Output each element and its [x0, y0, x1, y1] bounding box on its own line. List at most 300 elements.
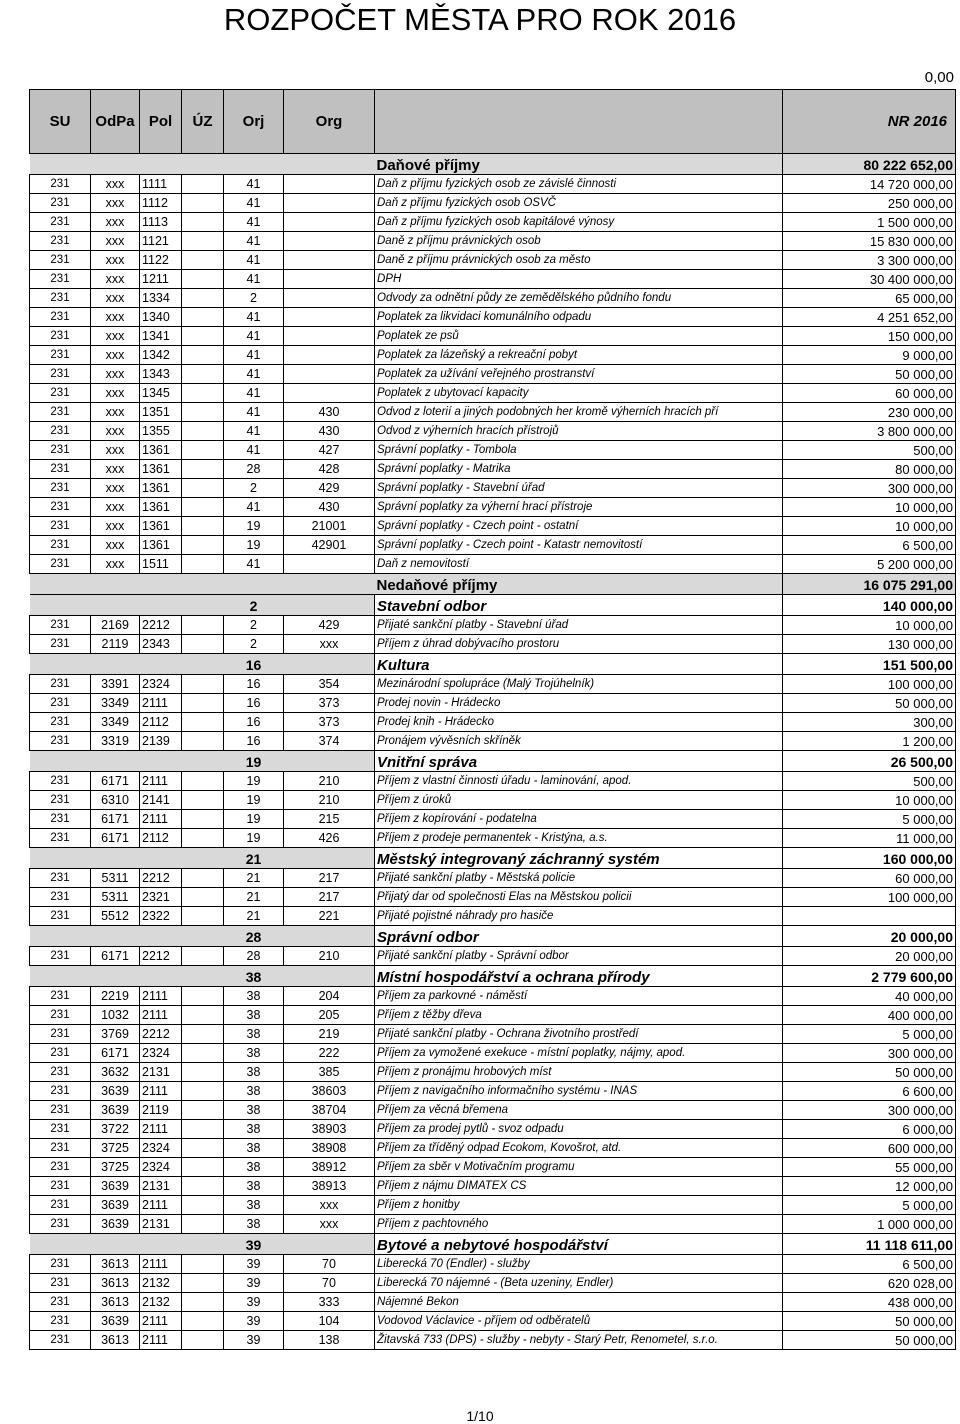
cell-odpa: 6171: [91, 772, 140, 791]
cell-amount: 50 000,00: [783, 694, 956, 713]
cell-amount: [783, 907, 956, 926]
cell-uz: [182, 1293, 224, 1312]
cell-description: Poplatek za užívání veřejného prostranství: [375, 365, 783, 384]
cell-orj: 19: [224, 810, 284, 829]
cell-uz: [182, 947, 224, 966]
cell-org: 221: [284, 907, 375, 926]
cell-pol: 2324: [140, 1044, 182, 1063]
table-row: [30, 1006, 956, 1025]
table-row: [30, 1331, 956, 1350]
table-row: [30, 1293, 956, 1312]
cell-org: 42901: [284, 536, 375, 555]
cell-pol: 2111: [140, 1255, 182, 1274]
cell-orj: 41: [224, 175, 284, 194]
cell-org: 219: [284, 1025, 375, 1044]
cell-odpa: xxx: [91, 175, 140, 194]
cell-pol: 2112: [140, 829, 182, 848]
cell-org: 374: [284, 732, 375, 751]
table-row: [30, 1120, 956, 1139]
cell-pol: 2111: [140, 1312, 182, 1331]
cell-org: [284, 175, 375, 194]
cell-amount: 150 000,00: [783, 327, 956, 346]
cell-org: [284, 365, 375, 384]
cell-odpa: 3613: [91, 1331, 140, 1350]
cell-odpa: xxx: [91, 479, 140, 498]
cell-su: 231: [30, 1255, 91, 1274]
page-title: ROZPOČET MĚSTA PRO ROK 2016: [223, 2, 737, 37]
cell-odpa: 3349: [91, 694, 140, 713]
cell-su: 231: [30, 1215, 91, 1234]
table-row: [30, 460, 956, 479]
cell-org: 104: [284, 1312, 375, 1331]
cell-odpa: 3639: [91, 1312, 140, 1331]
table-row: [30, 1139, 956, 1158]
section-title: Kultura: [375, 654, 783, 675]
cell-uz: [182, 1139, 224, 1158]
cell-pol: 2212: [140, 869, 182, 888]
cell-pol: 1211: [140, 270, 182, 289]
cell-amount: 12 000,00: [783, 1177, 956, 1196]
section-amount: 140 000,00: [783, 595, 956, 616]
cell-description: Liberecká 70 nájemné - (Beta uzeniny, Endler): [375, 1274, 783, 1293]
cell-odpa: 3613: [91, 1255, 140, 1274]
cell-orj: 16: [224, 732, 284, 751]
cell-pol: 2112: [140, 713, 182, 732]
cell-uz: [182, 517, 224, 536]
cell-pol: 2132: [140, 1274, 182, 1293]
cell-description: Příjem za věcná břemena: [375, 1101, 783, 1120]
cell-orj: 2: [224, 635, 284, 654]
table-row: [30, 213, 956, 232]
cell-uz: [182, 422, 224, 441]
cell-odpa: xxx: [91, 194, 140, 213]
cell-orj: 21: [224, 888, 284, 907]
cell-su: 231: [30, 1063, 91, 1082]
cell-odpa: 6171: [91, 947, 140, 966]
cell-pol: 2111: [140, 1006, 182, 1025]
table-row: [30, 251, 956, 270]
cell-odpa: xxx: [91, 403, 140, 422]
cell-su: 231: [30, 308, 91, 327]
section-header-row: [30, 751, 956, 772]
section-header-row: [30, 654, 956, 675]
cell-uz: [182, 270, 224, 289]
section-title: Městský integrovaný záchranný systém: [375, 848, 783, 869]
table-row: [30, 327, 956, 346]
cell-org: 430: [284, 403, 375, 422]
cell-su: 231: [30, 1331, 91, 1350]
cell-uz: [182, 1177, 224, 1196]
table-row: [30, 947, 956, 966]
cell-orj: 41: [224, 384, 284, 403]
cell-odpa: 5311: [91, 888, 140, 907]
header-desc: [375, 90, 783, 154]
cell-description: Příjem z kopírování - podatelna: [375, 810, 783, 829]
table-row: [30, 732, 956, 751]
cell-pol: 1361: [140, 479, 182, 498]
cell-uz: [182, 1255, 224, 1274]
cell-amount: 6 000,00: [783, 1120, 956, 1139]
cell-uz: [182, 1331, 224, 1350]
table-row: [30, 403, 956, 422]
cell-amount: 6 600,00: [783, 1082, 956, 1101]
cell-pol: 2324: [140, 1158, 182, 1177]
cell-pol: 2111: [140, 1331, 182, 1350]
cell-su: 231: [30, 460, 91, 479]
cell-description: Daň z příjmu fyzických osob ze závislé činnosti: [375, 175, 783, 194]
cell-amount: 5 200 000,00: [783, 555, 956, 574]
cell-uz: [182, 810, 224, 829]
cell-amount: 3 300 000,00: [783, 251, 956, 270]
cell-su: 231: [30, 772, 91, 791]
section-blank-cell: [284, 848, 375, 869]
cell-su: 231: [30, 232, 91, 251]
cell-odpa: 3639: [91, 1196, 140, 1215]
cell-orj: 19: [224, 791, 284, 810]
cell-odpa: 3725: [91, 1158, 140, 1177]
cell-amount: 10 000,00: [783, 517, 956, 536]
cell-amount: 500,00: [783, 772, 956, 791]
table-row: [30, 1063, 956, 1082]
cell-pol: 2111: [140, 1120, 182, 1139]
cell-odpa: xxx: [91, 213, 140, 232]
cell-odpa: 3639: [91, 1215, 140, 1234]
cell-amount: 30 400 000,00: [783, 270, 956, 289]
cell-pol: 2111: [140, 772, 182, 791]
cell-org: 430: [284, 422, 375, 441]
cell-pol: 2131: [140, 1215, 182, 1234]
section-header-row: [30, 1234, 956, 1255]
cell-org: 426: [284, 829, 375, 848]
table-row: [30, 791, 956, 810]
cell-su: 231: [30, 213, 91, 232]
cell-orj: 41: [224, 555, 284, 574]
section-blank-cell: [30, 848, 224, 869]
section-amount: 2 779 600,00: [783, 966, 956, 987]
cell-orj: 38: [224, 1158, 284, 1177]
cell-org: [284, 308, 375, 327]
cell-description: Přijaté sankční platby - Správní odbor: [375, 947, 783, 966]
cell-description: Odvod z výherních hracích přístrojů: [375, 422, 783, 441]
cell-odpa: 3613: [91, 1274, 140, 1293]
cell-pol: 1112: [140, 194, 182, 213]
cell-orj: 19: [224, 517, 284, 536]
cell-orj: 41: [224, 403, 284, 422]
cell-su: 231: [30, 732, 91, 751]
cell-pol: 1361: [140, 517, 182, 536]
cell-uz: [182, 251, 224, 270]
cell-odpa: xxx: [91, 517, 140, 536]
cell-org: 210: [284, 772, 375, 791]
cell-uz: [182, 907, 224, 926]
cell-odpa: 6171: [91, 1044, 140, 1063]
cell-odpa: 2219: [91, 987, 140, 1006]
table-row: [30, 536, 956, 555]
table-row: [30, 907, 956, 926]
cell-description: Žitavská 733 (DPS) - služby - nebyty - Starý Petr, Renometel, s.r.o.: [375, 1331, 783, 1350]
cell-amount: 20 000,00: [783, 947, 956, 966]
cell-amount: 65 000,00: [783, 289, 956, 308]
cell-pol: 1361: [140, 498, 182, 517]
cell-orj: 16: [224, 713, 284, 732]
cell-odpa: 3632: [91, 1063, 140, 1082]
cell-su: 231: [30, 555, 91, 574]
cell-su: 231: [30, 694, 91, 713]
cell-org: 385: [284, 1063, 375, 1082]
cell-su: 231: [30, 791, 91, 810]
cell-description: Příjem z pachtovného: [375, 1215, 783, 1234]
cell-amount: 438 000,00: [783, 1293, 956, 1312]
cell-odpa: 6171: [91, 810, 140, 829]
cell-su: 231: [30, 1139, 91, 1158]
cell-orj: 41: [224, 308, 284, 327]
cell-description: Daně z příjmu právnických osob za město: [375, 251, 783, 270]
cell-amount: 130 000,00: [783, 635, 956, 654]
group-title: Daňové příjmy: [375, 154, 783, 175]
cell-pol: 2212: [140, 616, 182, 635]
cell-org: 217: [284, 888, 375, 907]
cell-org: [284, 327, 375, 346]
cell-org: 38913: [284, 1177, 375, 1196]
cell-org: [284, 194, 375, 213]
table-row: [30, 987, 956, 1006]
cell-odpa: 3639: [91, 1101, 140, 1120]
table-row: [30, 1196, 956, 1215]
cell-odpa: 2119: [91, 635, 140, 654]
table-row: [30, 888, 956, 907]
cell-odpa: xxx: [91, 498, 140, 517]
cell-su: 231: [30, 270, 91, 289]
cell-amount: 300 000,00: [783, 479, 956, 498]
cell-uz: [182, 1312, 224, 1331]
cell-su: 231: [30, 616, 91, 635]
cell-amount: 11 000,00: [783, 829, 956, 848]
cell-odpa: 3613: [91, 1293, 140, 1312]
cell-su: 231: [30, 1312, 91, 1331]
cell-odpa: xxx: [91, 460, 140, 479]
cell-amount: 10 000,00: [783, 616, 956, 635]
cell-pol: 2111: [140, 694, 182, 713]
cell-amount: 15 830 000,00: [783, 232, 956, 251]
table-row: [30, 635, 956, 654]
group-title: Nedaňové příjmy: [375, 574, 783, 595]
group-header-row: [30, 574, 956, 595]
cell-su: 231: [30, 327, 91, 346]
section-orj: 19: [224, 751, 284, 772]
cell-orj: 41: [224, 422, 284, 441]
cell-amount: 620 028,00: [783, 1274, 956, 1293]
cell-org: 354: [284, 675, 375, 694]
header-uz: ÚZ: [182, 90, 224, 154]
section-header-row: [30, 848, 956, 869]
cell-odpa: 1032: [91, 1006, 140, 1025]
cell-uz: [182, 555, 224, 574]
cell-amount: 50 000,00: [783, 1312, 956, 1331]
cell-uz: [182, 308, 224, 327]
cell-pol: 1343: [140, 365, 182, 384]
cell-orj: 19: [224, 536, 284, 555]
cell-pol: 2132: [140, 1293, 182, 1312]
section-title: Místní hospodářství a ochrana přírody: [375, 966, 783, 987]
cell-org: [284, 555, 375, 574]
cell-org: 217: [284, 869, 375, 888]
cell-pol: 2321: [140, 888, 182, 907]
cell-pol: 1122: [140, 251, 182, 270]
cell-amount: 600 000,00: [783, 1139, 956, 1158]
section-amount: 160 000,00: [783, 848, 956, 869]
cell-amount: 230 000,00: [783, 403, 956, 422]
cell-description: Příjem z pronájmu hrobových míst: [375, 1063, 783, 1082]
cell-pol: 2139: [140, 732, 182, 751]
cell-amount: 100 000,00: [783, 675, 956, 694]
group-amount: 16 075 291,00: [783, 574, 956, 595]
cell-amount: 40 000,00: [783, 987, 956, 1006]
cell-su: 231: [30, 810, 91, 829]
cell-org: 38908: [284, 1139, 375, 1158]
cell-org: [284, 213, 375, 232]
section-blank-cell: [284, 654, 375, 675]
cell-description: Příjem z navigačního informačního systému - INAS: [375, 1082, 783, 1101]
section-blank-cell: [284, 926, 375, 947]
table-row: [30, 1177, 956, 1196]
cell-odpa: 5311: [91, 869, 140, 888]
cell-odpa: xxx: [91, 251, 140, 270]
cell-org: 428: [284, 460, 375, 479]
cell-uz: [182, 479, 224, 498]
cell-su: 231: [30, 1101, 91, 1120]
cell-su: 231: [30, 194, 91, 213]
table-row: [30, 422, 956, 441]
table-row: [30, 1215, 956, 1234]
cell-pol: 2111: [140, 1082, 182, 1101]
cell-uz: [182, 346, 224, 365]
cell-description: Poplatek ze psů: [375, 327, 783, 346]
table-row: [30, 869, 956, 888]
cell-description: Odvody za odnětní půdy ze zemědělského půdního fondu: [375, 289, 783, 308]
cell-orj: 39: [224, 1274, 284, 1293]
cell-su: 231: [30, 1025, 91, 1044]
cell-orj: 38: [224, 1082, 284, 1101]
cell-description: Správní poplatky za výherní hrací přístroje: [375, 498, 783, 517]
cell-su: 231: [30, 498, 91, 517]
cell-su: 231: [30, 346, 91, 365]
table-row: [30, 555, 956, 574]
cell-org: 70: [284, 1255, 375, 1274]
cell-uz: [182, 213, 224, 232]
cell-amount: 3 800 000,00: [783, 422, 956, 441]
cell-orj: 2: [224, 479, 284, 498]
cell-odpa: xxx: [91, 346, 140, 365]
cell-odpa: 6171: [91, 829, 140, 848]
header-org: Org: [284, 90, 375, 154]
cell-su: 231: [30, 517, 91, 536]
cell-uz: [182, 675, 224, 694]
section-blank-cell: [284, 1234, 375, 1255]
cell-uz: [182, 498, 224, 517]
cell-description: Přijatý dar od společnosti Elas na Městskou policii: [375, 888, 783, 907]
cell-org: 204: [284, 987, 375, 1006]
cell-odpa: xxx: [91, 422, 140, 441]
table-row: [30, 1101, 956, 1120]
cell-uz: [182, 384, 224, 403]
cell-pol: 1345: [140, 384, 182, 403]
table-row: [30, 194, 956, 213]
cell-description: Příjem z nájmu DIMATEX CS: [375, 1177, 783, 1196]
cell-description: Prodej novin - Hrádecko: [375, 694, 783, 713]
cell-uz: [182, 403, 224, 422]
cell-su: 231: [30, 175, 91, 194]
cell-uz: [182, 616, 224, 635]
cell-orj: 41: [224, 498, 284, 517]
cell-orj: 41: [224, 270, 284, 289]
cell-amount: 250 000,00: [783, 194, 956, 213]
cell-pol: 2131: [140, 1177, 182, 1196]
section-blank-cell: [30, 595, 224, 616]
cell-org: 38903: [284, 1120, 375, 1139]
cell-uz: [182, 1215, 224, 1234]
cell-uz: [182, 772, 224, 791]
cell-description: Příjem z úhrad dobývacího prostoru: [375, 635, 783, 654]
cell-odpa: 3319: [91, 732, 140, 751]
cell-odpa: 3722: [91, 1120, 140, 1139]
cell-orj: 41: [224, 194, 284, 213]
cell-uz: [182, 1120, 224, 1139]
cell-amount: 10 000,00: [783, 498, 956, 517]
cell-su: 231: [30, 479, 91, 498]
section-header-row: [30, 966, 956, 987]
budget-table: [29, 89, 956, 1350]
cell-org: 38704: [284, 1101, 375, 1120]
cell-pol: 1361: [140, 536, 182, 555]
cell-org: 205: [284, 1006, 375, 1025]
cell-su: 231: [30, 1120, 91, 1139]
cell-orj: 38: [224, 1063, 284, 1082]
header-odpa: OdPa: [91, 90, 140, 154]
cell-uz: [182, 713, 224, 732]
cell-su: 231: [30, 1293, 91, 1312]
cell-uz: [182, 1063, 224, 1082]
cell-org: 430: [284, 498, 375, 517]
cell-uz: [182, 888, 224, 907]
cell-orj: 28: [224, 460, 284, 479]
cell-amount: 60 000,00: [783, 869, 956, 888]
cell-description: Správní poplatky - Czech point - ostatní: [375, 517, 783, 536]
cell-org: [284, 270, 375, 289]
cell-amount: 50 000,00: [783, 365, 956, 384]
section-orj: 38: [224, 966, 284, 987]
cell-description: Příjem za tříděný odpad Ecokom, Kovošrot, atd.: [375, 1139, 783, 1158]
cell-org: [284, 384, 375, 403]
cell-orj: 38: [224, 987, 284, 1006]
cell-su: 231: [30, 675, 91, 694]
cell-org: 38912: [284, 1158, 375, 1177]
cell-su: 231: [30, 947, 91, 966]
cell-org: 373: [284, 694, 375, 713]
cell-org: 21001: [284, 517, 375, 536]
cell-orj: 41: [224, 232, 284, 251]
cell-orj: 21: [224, 907, 284, 926]
cell-description: Správní poplatky - Tombola: [375, 441, 783, 460]
cell-description: Příjem z prodeje permanentek - Kristýna, a.s.: [375, 829, 783, 848]
table-row: [30, 517, 956, 536]
cell-uz: [182, 194, 224, 213]
cell-description: Přijaté sankční platby - Stavební úřad: [375, 616, 783, 635]
cell-uz: [182, 1006, 224, 1025]
group-blank-cell: [30, 154, 375, 175]
table-row: [30, 1044, 956, 1063]
cell-org: 429: [284, 616, 375, 635]
cell-description: Prodej knih - Hrádecko: [375, 713, 783, 732]
